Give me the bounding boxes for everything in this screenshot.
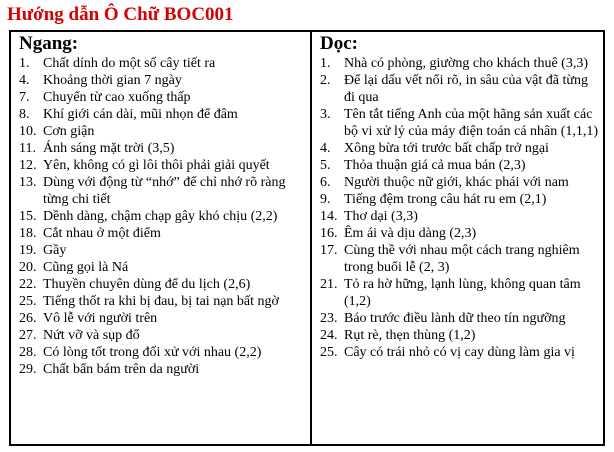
clue-item bbox=[320, 225, 603, 242]
clue-text: Thơ dại (3,3) bbox=[344, 209, 418, 224]
clue-number: 25. bbox=[19, 294, 37, 309]
clue-number: 18. bbox=[19, 226, 37, 241]
across-column bbox=[11, 32, 312, 444]
clue-text: Người thuộc nữ giới, khác phái với nam bbox=[344, 175, 569, 190]
clue-number: 19. bbox=[19, 243, 37, 258]
clue-number: 4. bbox=[19, 73, 30, 88]
clue-text: Xông bừa tới trước bất chấp trở ngại bbox=[344, 141, 549, 156]
clue-item bbox=[320, 140, 603, 157]
clue-number: 2. bbox=[320, 73, 331, 88]
clue-item bbox=[320, 310, 603, 327]
clue-item bbox=[320, 276, 603, 310]
clue-item bbox=[19, 123, 310, 140]
clue-number: 29. bbox=[19, 362, 37, 377]
clue-text: Ánh sáng mặt trời (3,5) bbox=[43, 141, 175, 156]
clue-item bbox=[320, 72, 603, 106]
clue-number: 8. bbox=[19, 107, 30, 122]
clue-text: Chất dính do một số cây tiết ra bbox=[43, 56, 216, 71]
clue-number: 9. bbox=[320, 192, 331, 207]
clue-item bbox=[320, 327, 603, 344]
clue-text: Thuyền chuyên dùng để du lịch (2,6) bbox=[43, 277, 251, 292]
clue-item bbox=[19, 89, 310, 106]
page-title: Hướng dẫn Ô Chữ BOC001 bbox=[7, 4, 234, 25]
clue-item bbox=[19, 55, 310, 72]
clue-number: 26. bbox=[19, 311, 37, 326]
clue-text: Vô lễ với người trên bbox=[43, 311, 158, 326]
clue-item bbox=[19, 361, 310, 378]
clue-number: 16. bbox=[320, 226, 338, 241]
clue-item bbox=[320, 157, 603, 174]
clue-item bbox=[19, 242, 310, 259]
clue-number: 10. bbox=[19, 124, 37, 139]
down-list bbox=[320, 55, 603, 361]
clue-number: 22. bbox=[19, 277, 37, 292]
clue-item bbox=[19, 259, 310, 276]
clue-number: 7. bbox=[19, 90, 30, 105]
clue-number: 28. bbox=[19, 345, 37, 360]
clue-number: 15. bbox=[19, 209, 37, 224]
clue-item bbox=[19, 293, 310, 310]
clue-item bbox=[320, 208, 603, 225]
clue-item bbox=[19, 140, 310, 157]
clue-text: Cây có trái nhỏ có vị cay dùng làm gia vị bbox=[344, 345, 575, 360]
clue-item bbox=[19, 208, 310, 225]
clue-text: Chuyển từ cao xuống thấp bbox=[43, 90, 191, 105]
clue-text: Tiếng đệm trong câu hát ru em (2,1) bbox=[344, 192, 547, 207]
clue-number: 4. bbox=[320, 141, 331, 156]
clue-item bbox=[19, 225, 310, 242]
clue-text: Yên, không có gì lôi thôi phải giải quyết bbox=[43, 158, 270, 173]
clue-item bbox=[19, 344, 310, 361]
clue-text: Êm ái và dịu dàng (2,3) bbox=[344, 226, 477, 241]
clue-number: 24. bbox=[320, 328, 338, 343]
clue-text: Khoảng thời gian 7 ngày bbox=[43, 73, 182, 88]
clue-text: Nhà có phòng, giường cho khách thuê (3,3) bbox=[344, 56, 588, 71]
clue-number: 13. bbox=[19, 175, 37, 190]
clue-item bbox=[19, 106, 310, 123]
clue-text: Chất bẩn bám trên da người bbox=[43, 362, 200, 377]
clue-number: 11. bbox=[19, 141, 36, 156]
clue-text: Thỏa thuận giá cả mua bán (2,3) bbox=[344, 158, 526, 173]
clue-number: 1. bbox=[19, 56, 30, 71]
clue-number: 12. bbox=[19, 158, 37, 173]
clue-text: Tiếng thốt ra khi bị đau, bị tai nạn bất ngờ bbox=[43, 294, 279, 309]
across-heading: Ngang: bbox=[19, 33, 79, 54]
clue-text: Báo trước điều lành dữ theo tín ngưỡng bbox=[344, 311, 566, 326]
clue-number: 21. bbox=[320, 277, 338, 292]
clue-text: Dềnh dàng, chậm chạp gây khó chịu (2,2) bbox=[43, 209, 278, 224]
clue-text: Để lại dấu vết nổi rõ, in sâu của vật đã từng đi qua bbox=[344, 73, 588, 105]
clue-item bbox=[19, 174, 310, 208]
clue-text: Rụt rè, thẹn thùng (1,2) bbox=[344, 328, 476, 343]
clue-item bbox=[320, 55, 603, 72]
down-heading: Dọc: bbox=[320, 33, 358, 54]
clue-item bbox=[320, 174, 603, 191]
clue-text: Cùng thề với nhau một cách trang nghiêm trong buổi lễ (2, 3) bbox=[344, 243, 580, 275]
clue-text: Gầy bbox=[43, 243, 67, 258]
across-list bbox=[19, 55, 310, 378]
clue-number: 6. bbox=[320, 175, 331, 190]
clue-text: Cơn giận bbox=[43, 124, 95, 139]
clue-text: Có lòng tốt trong đối xử với nhau (2,2) bbox=[43, 345, 262, 360]
clue-number: 17. bbox=[320, 243, 338, 258]
clue-number: 23. bbox=[320, 311, 338, 326]
clue-number: 5. bbox=[320, 158, 331, 173]
clue-item bbox=[320, 344, 603, 361]
clue-text: Khí giới cán dài, mũi nhọn để đâm bbox=[43, 107, 238, 122]
clue-text: Tên tắt tiếng Anh của một hãng sản xuất các bộ vi xử lý của máy điện toán cá nhân (1,1,1) bbox=[344, 107, 599, 139]
clue-number: 1. bbox=[320, 56, 331, 71]
clue-item bbox=[19, 276, 310, 293]
clue-number: 25. bbox=[320, 345, 338, 360]
clue-item bbox=[320, 191, 603, 208]
clues-table bbox=[9, 30, 605, 446]
clue-text: Dùng với động từ “nhớ” để chỉ nhớ rõ ràng từng chi tiết bbox=[43, 175, 286, 207]
clue-item bbox=[19, 327, 310, 344]
clue-item bbox=[19, 157, 310, 174]
down-column bbox=[312, 32, 603, 444]
clue-item bbox=[19, 310, 310, 327]
clue-text: Cũng gọi là Ná bbox=[43, 260, 129, 275]
clue-number: 3. bbox=[320, 107, 331, 122]
clue-number: 27. bbox=[19, 328, 37, 343]
clue-text: Tỏ ra hờ hững, lạnh lùng, không quan tâm (1,2) bbox=[344, 277, 581, 309]
clue-text: Cắt nhau ở một điểm bbox=[43, 226, 161, 241]
clue-text: Nứt vỡ và sụp đổ bbox=[43, 328, 140, 343]
clue-item bbox=[320, 106, 603, 140]
clue-number: 20. bbox=[19, 260, 37, 275]
clue-item bbox=[320, 242, 603, 276]
clue-number: 14. bbox=[320, 209, 338, 224]
clue-item bbox=[19, 72, 310, 89]
